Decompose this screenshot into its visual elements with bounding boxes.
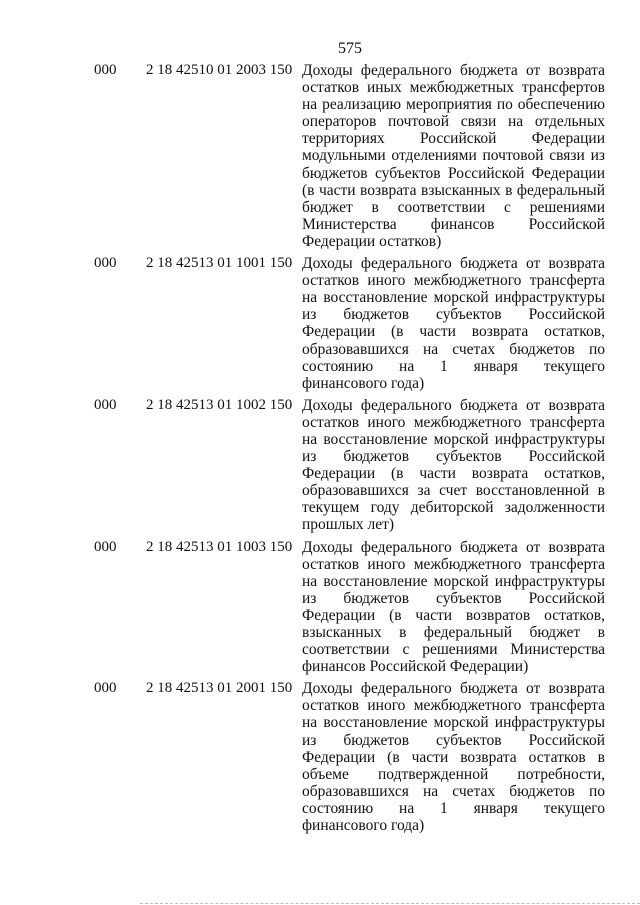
admin-code: 000 xyxy=(94,62,117,78)
page-number: 575 xyxy=(338,40,362,57)
budget-classification-code: 2 18 42513 01 1001 150 xyxy=(146,255,293,272)
income-description: Доходы федерального бюджета от возврата остатков иного межбюджетного трансферта на восстановление морской инфраструктуры из бюджетов субъектов Российской Федерации (в части возврата остатков в объеме подтвержденной потребности, образовавшихся на счетах бюджетов по состоянию на 1 января текущего финансового года) xyxy=(302,680,605,835)
admin-code: 000 xyxy=(94,396,117,413)
table-row xyxy=(94,397,605,534)
income-description: Доходы федерального бюджета от возврата остатков иного межбюджетного трансферта на восстановление морской инфраструктуры из бюджетов субъектов Российской Федерации (в части возврата остатков, образовавшихся на счетах бюджетов по состоянию на 1 января текущего финансового года) xyxy=(302,255,605,392)
income-description: Доходы федерального бюджета от возврата остатков иного межбюджетного трансферта на восстановление морской инфраструктуры из бюджетов субъектов Российской Федерации (в части возвратов остатков, взысканных в федеральный бюджет в соответствии с решениями Министерства финансов Российской Федерации) xyxy=(302,538,605,676)
budget-codes-table xyxy=(94,62,605,839)
budget-classification-code: 2 18 42510 01 2003 150 xyxy=(146,62,293,78)
table-row xyxy=(94,255,605,392)
budget-classification-code: 2 18 42513 01 2001 150 xyxy=(146,680,293,697)
admin-code: 000 xyxy=(94,680,117,697)
income-description: Доходы федерального бюджета от возврата остатков иных межбюджетных трансфертов на реализацию мероприятия по обеспечению операторов почтовой связи на отдельных территориях Российской Федерации модульными отделениями почтовой связи из бюджетов субъектов Российской Федерации (в части возврата взысканных в федеральный бюджет в соответствии с решениями Министерства финансов Российской Федерации остатков) xyxy=(302,62,605,250)
budget-classification-code: 2 18 42513 01 1002 150 xyxy=(146,396,293,413)
scan-edge-line xyxy=(140,903,640,904)
income-description: Доходы федерального бюджета от возврата остатков иного межбюджетного трансферта на восстановление морской инфраструктуры из бюджетов субъектов Российской Федерации (в части возврата остатков, образовавшихся за счет восстановленной в текущем году дебиторской задолженности прошлых лет) xyxy=(302,396,605,534)
table-row xyxy=(94,62,605,250)
admin-code: 000 xyxy=(94,538,117,555)
budget-classification-code: 2 18 42513 01 1003 150 xyxy=(146,538,293,555)
table-row xyxy=(94,680,605,834)
table-row xyxy=(94,539,605,676)
admin-code: 000 xyxy=(94,255,117,272)
